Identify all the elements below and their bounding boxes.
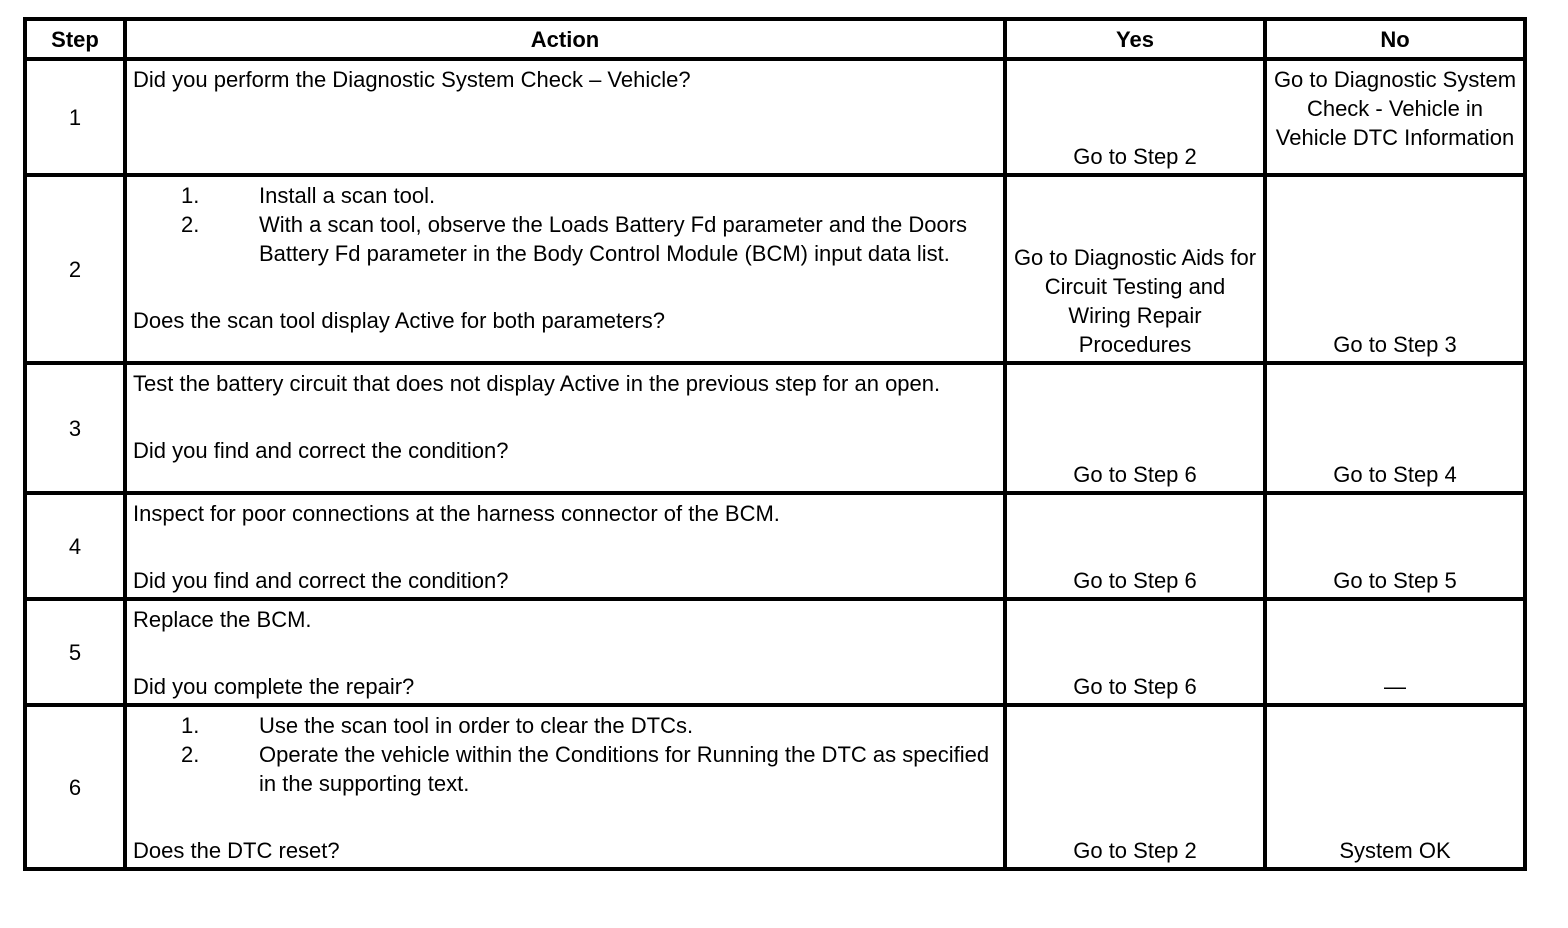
spacer (133, 528, 997, 566)
list-item (133, 711, 997, 740)
yes-result: Go to Step 2 (1005, 59, 1265, 175)
no-result: Go to Step 4 (1265, 363, 1525, 493)
list-item-text: Operate the vehicle within the Conditions for Running the DTC as specified in the supporting text. (259, 742, 990, 796)
table-row (25, 59, 1525, 175)
no-result: System OK (1265, 705, 1525, 869)
action-question: Does the DTC reset? (133, 838, 340, 863)
list-item-text: Use the scan tool in order to clear the DTCs. (259, 713, 694, 738)
action-steps-list (133, 181, 997, 268)
list-item-text: With a scan tool, observe the Loads Battery Fd parameter and the Doors Battery Fd parameter in the Body Control Module (BCM) input data list. (259, 212, 968, 266)
yes-result: Go to Step 2 (1005, 705, 1265, 869)
action-cell (125, 493, 1005, 599)
action-question: Did you find and correct the condition? (133, 438, 509, 463)
yes-result: Go to Step 6 (1005, 363, 1265, 493)
action-steps-list (133, 711, 997, 798)
table-row (25, 599, 1525, 705)
action-intro: Test the battery circuit that does not display Active in the previous step for an open. (133, 371, 941, 396)
step-number: 5 (25, 599, 125, 705)
header-action: Action (125, 19, 1005, 59)
diagnostic-table (23, 17, 1527, 871)
yes-result: Go to Diagnostic Aids for Circuit Testing and Wiring Repair Procedures (1005, 175, 1265, 363)
list-item-number: 2. (181, 212, 200, 237)
spacer (133, 634, 997, 672)
action-cell (125, 599, 1005, 705)
spacer (133, 398, 997, 436)
step-number: 3 (25, 363, 125, 493)
action-cell (125, 705, 1005, 869)
action-intro: Did you perform the Diagnostic System Check – Vehicle? (133, 67, 691, 92)
list-item (133, 210, 997, 268)
list-item-number: 2. (181, 742, 200, 767)
table-row (25, 705, 1525, 869)
list-item-number: 1. (181, 713, 200, 738)
action-question: Did you complete the repair? (133, 674, 415, 699)
action-question: Did you find and correct the condition? (133, 568, 509, 593)
table-row (25, 493, 1525, 599)
action-question: Does the scan tool display Active for both parameters? (133, 308, 665, 333)
header-step: Step (25, 19, 125, 59)
table-row (25, 175, 1525, 363)
action-intro: Inspect for poor connections at the harness connector of the BCM. (133, 501, 780, 526)
action-cell (125, 59, 1005, 175)
list-item-text: Install a scan tool. (259, 183, 436, 208)
step-number: 6 (25, 705, 125, 869)
header-row (25, 19, 1525, 59)
yes-result: Go to Step 6 (1005, 599, 1265, 705)
action-cell (125, 363, 1005, 493)
list-item (133, 181, 997, 210)
list-item (133, 740, 997, 798)
no-result: Go to Step 3 (1265, 175, 1525, 363)
step-number: 4 (25, 493, 125, 599)
action-cell (125, 175, 1005, 363)
yes-result: Go to Step 6 (1005, 493, 1265, 599)
table-row (25, 363, 1525, 493)
spacer (133, 798, 997, 836)
step-number: 2 (25, 175, 125, 363)
step-number: 1 (25, 59, 125, 175)
no-result: Go to Step 5 (1265, 493, 1525, 599)
no-result: — (1265, 599, 1525, 705)
no-result: Go to Diagnostic System Check - Vehicle in Vehicle DTC Information (1265, 59, 1525, 175)
header-yes: Yes (1005, 19, 1265, 59)
action-intro: Replace the BCM. (133, 607, 312, 632)
header-no: No (1265, 19, 1525, 59)
list-item-number: 1. (181, 183, 200, 208)
spacer (133, 268, 997, 306)
